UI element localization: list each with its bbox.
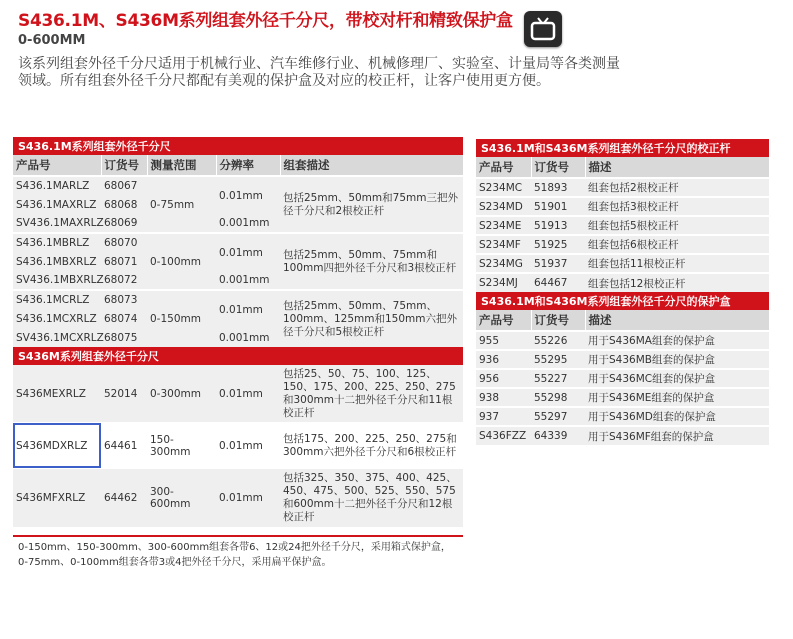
resolution: 0.01mm: [216, 423, 280, 468]
table-row: [13, 423, 463, 468]
col-header-order: 订货号: [531, 157, 585, 178]
col-header-resolution: 分辨率: [216, 155, 280, 176]
table-row: [13, 365, 463, 423]
table-row: [13, 176, 463, 195]
order-number: 55298: [531, 388, 585, 407]
measure-range: 150-300mm: [147, 423, 216, 468]
product-code: 937: [476, 407, 531, 426]
product-code: S436.1MBXRLZ: [13, 252, 101, 271]
order-number: 64462: [101, 468, 147, 527]
measure-range: 300-600mm: [147, 468, 216, 527]
set-description: 包括25mm、50mm、75mm、100mm、125mm和150mm六把外径千分尺和5根校正杆: [280, 290, 463, 347]
product-code-selected[interactable]: S436MDXRLZ: [13, 423, 101, 468]
table-row: [476, 388, 769, 407]
product-code: S436MEXRLZ: [13, 365, 101, 423]
order-number: 64461: [101, 423, 147, 468]
tv-icon[interactable]: [524, 11, 562, 47]
product-code: S436.1MBRLZ: [13, 233, 101, 252]
order-number: 64339: [531, 426, 585, 445]
order-number: 68069: [101, 214, 147, 233]
item-description: 用于S436MB组套的保护盒: [585, 350, 769, 369]
resolution: 0.01mm: [216, 290, 280, 328]
section-header-cases: S436.1M和S436M系列组套外径千分尺的保护盒: [476, 292, 769, 310]
order-number: 51901: [531, 197, 585, 216]
order-number: 68075: [101, 328, 147, 347]
footnote-line: 0-75mm、0-100mm组套各带3或4把外径千分尺，采用扁平保护盒。: [18, 557, 332, 568]
product-code: S436.1MAXRLZ: [13, 195, 101, 214]
product-code: S234MG: [476, 254, 531, 273]
order-number: 68072: [101, 271, 147, 290]
set-description: 包括25、50、75、100、125、150、175、200、225、250、275和300mm十二把外径千分尺和11根校正杆: [280, 365, 463, 423]
item-description: 用于S436MD组套的保护盒: [585, 407, 769, 426]
table-row: [476, 197, 769, 216]
resolution: 0.01mm: [216, 468, 280, 527]
product-code: SV436.1MBXRLZ: [13, 271, 101, 290]
col-header-description: 描述: [585, 157, 769, 178]
item-description: 组套包括5根校正杆: [585, 216, 769, 235]
set-description: 包括175、200、225、250、275和300mm六把外径千分尺和6根校正杆: [280, 423, 463, 468]
product-code: SV436.1MAXRLZ: [13, 214, 101, 233]
col-header-description: 组套描述: [280, 155, 463, 176]
page-title: S436.1M、S436M系列组套外径千分尺，带校对杆和精致保护盒: [18, 11, 513, 31]
order-number: 68068: [101, 195, 147, 214]
col-header-description: 描述: [585, 310, 769, 331]
measure-range: 0-150mm: [147, 290, 216, 347]
set-description: 包括25mm、50mm和75mm三把外径千分尺和2根校正杆: [280, 176, 463, 233]
order-number: 64467: [531, 273, 585, 292]
section-header-s436m: S436M系列组套外径千分尺: [13, 347, 463, 365]
resolution: 0.001mm: [216, 271, 280, 290]
measure-range: 0-75mm: [147, 176, 216, 233]
resolution: 0.01mm: [216, 176, 280, 214]
micrometer-set-table: [13, 137, 464, 527]
product-code: 956: [476, 369, 531, 388]
col-header-code: 产品号: [13, 155, 101, 176]
product-code: S436.1MARLZ: [13, 176, 101, 195]
item-description: 用于S436ME组套的保护盒: [585, 388, 769, 407]
product-code: 955: [476, 331, 531, 350]
item-description: 组套包括12根校正杆: [585, 273, 769, 292]
table-row: [476, 407, 769, 426]
item-description: 用于S436MF组套的保护盒: [585, 426, 769, 445]
table-row: [13, 290, 463, 309]
col-header-code: 产品号: [476, 310, 531, 331]
table-row: [476, 216, 769, 235]
resolution: 0.01mm: [216, 365, 280, 423]
order-number: 51937: [531, 254, 585, 273]
table-row: [13, 468, 463, 527]
section-header-setting-rods: S436.1M和S436M系列组套外径千分尺的校正杆: [476, 139, 769, 157]
product-code: S234MC: [476, 178, 531, 197]
order-number: 68067: [101, 176, 147, 195]
order-number: 51893: [531, 178, 585, 197]
col-header-range: 测量范围: [147, 155, 216, 176]
item-description: 组套包括11根校正杆: [585, 254, 769, 273]
order-number: 68074: [101, 309, 147, 328]
product-code: 936: [476, 350, 531, 369]
product-code: S234MD: [476, 197, 531, 216]
col-header-order: 订货号: [101, 155, 147, 176]
accessories-table: [476, 139, 770, 445]
table-row: [476, 350, 769, 369]
measure-range: 0-300mm: [147, 365, 216, 423]
table-row: [476, 254, 769, 273]
order-number: 52014: [101, 365, 147, 423]
page-subtitle: 0-600MM: [18, 33, 86, 48]
resolution: 0.01mm: [216, 233, 280, 271]
col-header-order: 订货号: [531, 310, 585, 331]
resolution: 0.001mm: [216, 328, 280, 347]
product-code: 938: [476, 388, 531, 407]
table-row: [476, 331, 769, 350]
table-row: [476, 178, 769, 197]
table-bottom-rule: [13, 535, 463, 537]
section-header-s4361m: S436.1M系列组套外径千分尺: [13, 137, 463, 155]
set-description: 包括25mm、50mm、75mm和100mm四把外径千分尺和3根校正杆: [280, 233, 463, 290]
order-number: 55295: [531, 350, 585, 369]
order-number: 55226: [531, 331, 585, 350]
product-code: S234ME: [476, 216, 531, 235]
resolution: 0.001mm: [216, 214, 280, 233]
table-row: [476, 235, 769, 254]
footnotes: [18, 540, 451, 570]
order-number: 68073: [101, 290, 147, 309]
table-row: [13, 233, 463, 252]
item-description: 组套包括2根校正杆: [585, 178, 769, 197]
table-row: [476, 426, 769, 445]
item-description: 组套包括3根校正杆: [585, 197, 769, 216]
product-code: S436MFXRLZ: [13, 468, 101, 527]
product-code: S436.1MCRLZ: [13, 290, 101, 309]
order-number: 68071: [101, 252, 147, 271]
product-code: S436.1MCXRLZ: [13, 309, 101, 328]
product-code: S234MJ: [476, 273, 531, 292]
order-number: 68070: [101, 233, 147, 252]
order-number: 51925: [531, 235, 585, 254]
order-number: 55297: [531, 407, 585, 426]
product-code: SV436.1MCXRLZ: [13, 328, 101, 347]
measure-range: 0-100mm: [147, 233, 216, 290]
product-code: S436FZZ: [476, 426, 531, 445]
footnote-line: 0-150mm、150-300mm、300-600mm组套各带6、12或24把外径千分尺，采用箱式保护盒，: [18, 542, 451, 553]
set-description: 包括325、350、375、400、425、450、475、500、525、550、575和600mm十二把外径千分尺和12根校正杆: [280, 468, 463, 527]
page-description: 该系列组套外径千分尺适用于机械行业、汽车维修行业、机械修理厂、实验室、计量局等各类测量领域。所有组套外径千分尺都配有美观的保护盒及对应的校正杆，让客户使用更方便。: [18, 56, 620, 89]
product-code: S234MF: [476, 235, 531, 254]
order-number: 51913: [531, 216, 585, 235]
item-description: 用于S436MA组套的保护盒: [585, 331, 769, 350]
table-row: [476, 369, 769, 388]
col-header-code: 产品号: [476, 157, 531, 178]
item-description: 用于S436MC组套的保护盒: [585, 369, 769, 388]
order-number: 55227: [531, 369, 585, 388]
table-row: [476, 273, 769, 292]
item-description: 组套包括6根校正杆: [585, 235, 769, 254]
